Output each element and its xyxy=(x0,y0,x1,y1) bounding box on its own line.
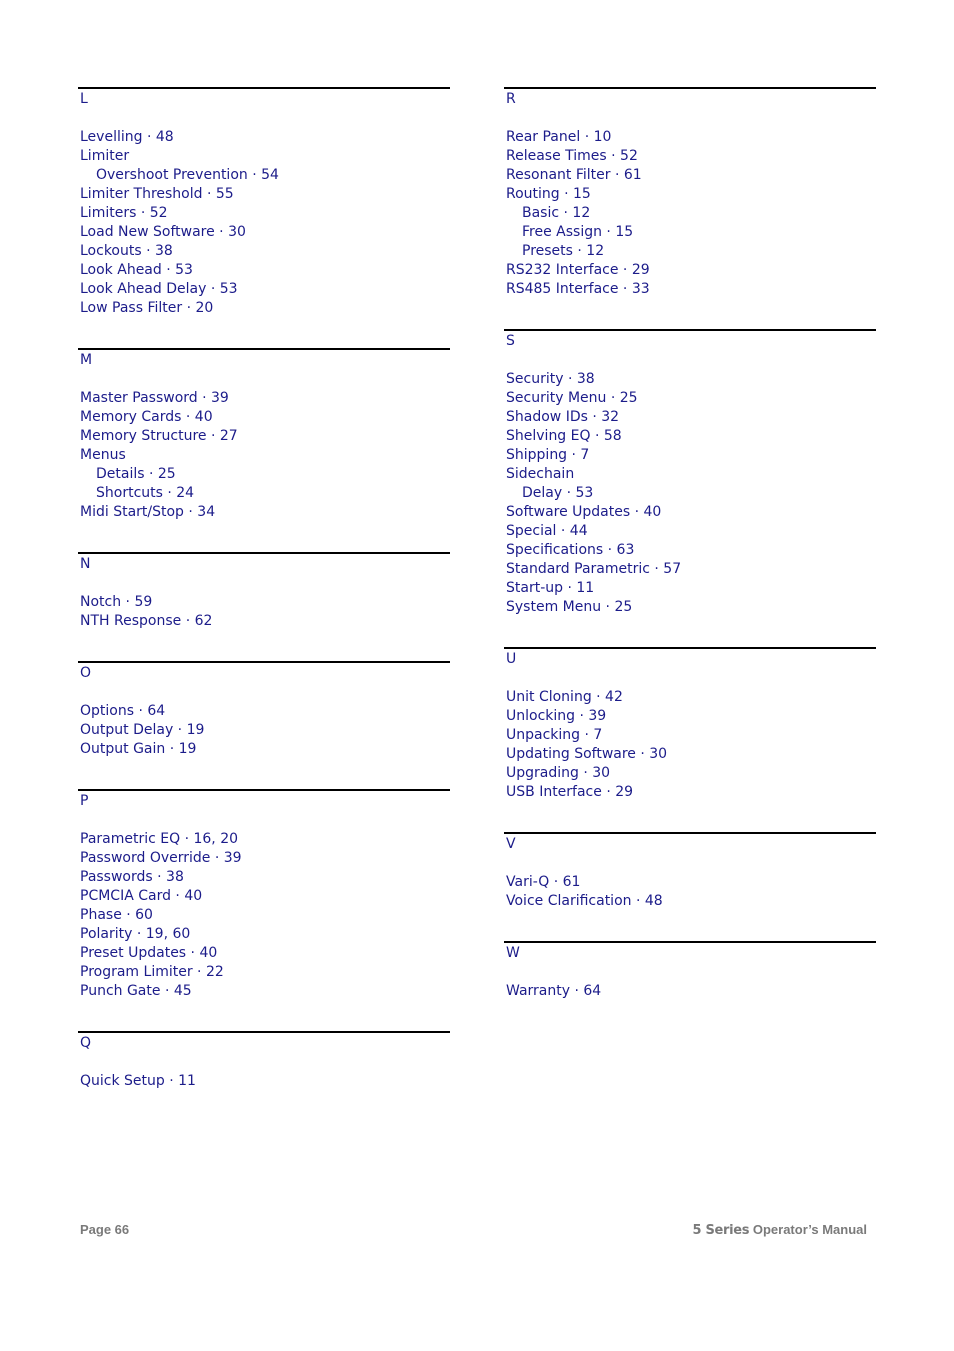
index-entry-link[interactable]: Master Password · 39 xyxy=(80,390,229,406)
index-entry-link[interactable]: Look Ahead · 53 xyxy=(80,262,193,278)
index-entry-link[interactable]: Limiters · 52 xyxy=(80,205,168,221)
section-letter: S xyxy=(506,333,515,349)
page-number: Page 66 xyxy=(80,1222,130,1237)
brand-logo-text: 5 Series xyxy=(692,1223,750,1238)
index-entry-list xyxy=(78,128,450,318)
index-entry-link[interactable]: Release Times · 52 xyxy=(506,148,638,164)
section-letter: Q xyxy=(80,1035,92,1051)
section-letter: P xyxy=(80,793,89,809)
section-letter: U xyxy=(506,651,517,667)
index-section-o xyxy=(78,661,450,759)
index-entry-list xyxy=(504,873,876,911)
index-subentry-link[interactable]: Overshoot Prevention · 54 xyxy=(96,167,279,183)
index-section-w xyxy=(504,941,876,1001)
index-entry-list xyxy=(504,370,876,617)
section-letter: R xyxy=(506,91,516,107)
index-entry-link[interactable]: Sidechain xyxy=(506,466,575,482)
section-letter: L xyxy=(80,91,88,107)
index-entry-link[interactable]: Limiter Threshold · 55 xyxy=(80,186,234,202)
index-entry-link[interactable]: Menus xyxy=(80,447,126,463)
index-entry-link[interactable]: RS485 Interface · 33 xyxy=(506,281,650,297)
index-entry-link[interactable]: Memory Structure · 27 xyxy=(80,428,238,444)
index-entry-link[interactable]: Output Gain · 19 xyxy=(80,741,197,757)
index-entry-link[interactable]: Quick Setup · 11 xyxy=(80,1073,196,1089)
index-entry-link[interactable]: Security Menu · 25 xyxy=(506,390,638,406)
index-entry-link[interactable]: Warranty · 64 xyxy=(506,983,602,999)
index-entry-list xyxy=(78,593,450,631)
index-entry-list xyxy=(78,702,450,759)
index-entry-link[interactable]: Phase · 60 xyxy=(80,907,153,923)
index-entry-link[interactable]: Shadow IDs · 32 xyxy=(506,409,620,425)
index-section-l xyxy=(78,87,450,318)
index-entry-link[interactable]: Output Delay · 19 xyxy=(80,722,205,738)
index-entry-link[interactable]: Options · 64 xyxy=(80,703,166,719)
index-column-left xyxy=(78,87,450,1121)
index-entry-link[interactable]: Resonant Filter · 61 xyxy=(506,167,642,183)
index-entry-link[interactable]: Limiter xyxy=(80,148,130,164)
index-section-p xyxy=(78,789,450,1001)
index-subentry-link[interactable]: Details · 25 xyxy=(96,466,176,482)
manual-title xyxy=(692,1222,867,1238)
index-entry-link[interactable]: Unpacking · 7 xyxy=(506,727,603,743)
index-subentry-link[interactable]: Free Assign · 15 xyxy=(522,224,634,240)
index-entry-link[interactable]: Standard Parametric · 57 xyxy=(506,561,682,577)
index-entry-list xyxy=(78,1072,450,1091)
index-entry-link[interactable]: Shelving EQ · 58 xyxy=(506,428,622,444)
index-entry-link[interactable]: Special · 44 xyxy=(506,523,588,539)
index-subentry-link[interactable]: Shortcuts · 24 xyxy=(96,485,195,501)
index-entry-link[interactable]: Midi Start/Stop · 34 xyxy=(80,504,216,520)
index-entry-list xyxy=(504,688,876,802)
index-entry-link[interactable]: Updating Software · 30 xyxy=(506,746,668,762)
manual-title-text: Operator’s Manual xyxy=(749,1222,867,1237)
index-section-n xyxy=(78,552,450,631)
index-entry-link[interactable]: Low Pass Filter · 20 xyxy=(80,300,214,316)
index-entry-link[interactable]: Notch · 59 xyxy=(80,594,153,610)
index-entry-link[interactable]: Unlocking · 39 xyxy=(506,708,607,724)
index-entry-list xyxy=(504,128,876,299)
index-entry-link[interactable]: PCMCIA Card · 40 xyxy=(80,888,203,904)
index-entry-link[interactable]: Voice Clarification · 48 xyxy=(506,893,663,909)
index-entry-link[interactable]: Passwords · 38 xyxy=(80,869,184,885)
index-subentry-link[interactable]: Basic · 12 xyxy=(522,205,591,221)
index-entry-link[interactable]: Punch Gate · 45 xyxy=(80,983,192,999)
index-entry-link[interactable]: Specifications · 63 xyxy=(506,542,635,558)
section-letter: V xyxy=(506,836,516,852)
index-entry-link[interactable]: NTH Response · 62 xyxy=(80,613,213,629)
index-section-v xyxy=(504,832,876,911)
index-entry-link[interactable]: Memory Cards · 40 xyxy=(80,409,213,425)
section-letter: O xyxy=(80,665,92,681)
index-entry-link[interactable]: Shipping · 7 xyxy=(506,447,590,463)
index-section-r xyxy=(504,87,876,299)
index-entry-link[interactable]: Parametric EQ · 16, 20 xyxy=(80,831,239,847)
index-subentry-link[interactable]: Delay · 53 xyxy=(522,485,594,501)
section-letter: N xyxy=(80,556,91,572)
index-entry-link[interactable]: RS232 Interface · 29 xyxy=(506,262,650,278)
index-entry-list xyxy=(78,389,450,522)
index-column-right xyxy=(504,87,876,1031)
index-entry-link[interactable]: Password Override · 39 xyxy=(80,850,242,866)
index-entry-link[interactable]: Polarity · 19, 60 xyxy=(80,926,191,942)
index-entry-link[interactable]: Vari-Q · 61 xyxy=(506,874,581,890)
section-letter: W xyxy=(506,945,520,961)
index-entry-link[interactable]: Unit Cloning · 42 xyxy=(506,689,623,705)
index-entry-link[interactable]: Routing · 15 xyxy=(506,186,591,202)
index-entry-link[interactable]: Lockouts · 38 xyxy=(80,243,173,259)
index-entry-link[interactable]: Start-up · 11 xyxy=(506,580,595,596)
index-entry-link[interactable]: Preset Updates · 40 xyxy=(80,945,218,961)
index-entry-list xyxy=(504,982,876,1001)
index-subentry-link[interactable]: Presets · 12 xyxy=(522,243,605,259)
index-entry-link[interactable]: Load New Software · 30 xyxy=(80,224,246,240)
index-entry-list xyxy=(78,830,450,1001)
index-entry-link[interactable]: Security · 38 xyxy=(506,371,595,387)
index-entry-link[interactable]: Upgrading · 30 xyxy=(506,765,611,781)
index-section-u xyxy=(504,647,876,802)
index-section-s xyxy=(504,329,876,617)
index-entry-link[interactable]: Software Updates · 40 xyxy=(506,504,662,520)
section-letter: M xyxy=(80,352,93,368)
index-entry-link[interactable]: Look Ahead Delay · 53 xyxy=(80,281,238,297)
index-entry-link[interactable]: USB Interface · 29 xyxy=(506,784,634,800)
index-entry-link[interactable]: System Menu · 25 xyxy=(506,599,633,615)
index-section-q xyxy=(78,1031,450,1091)
index-section-m xyxy=(78,348,450,522)
index-entry-link[interactable]: Program Limiter · 22 xyxy=(80,964,224,980)
index-entry-link[interactable]: Rear Panel · 10 xyxy=(506,129,612,145)
index-entry-link[interactable]: Levelling · 48 xyxy=(80,129,174,145)
